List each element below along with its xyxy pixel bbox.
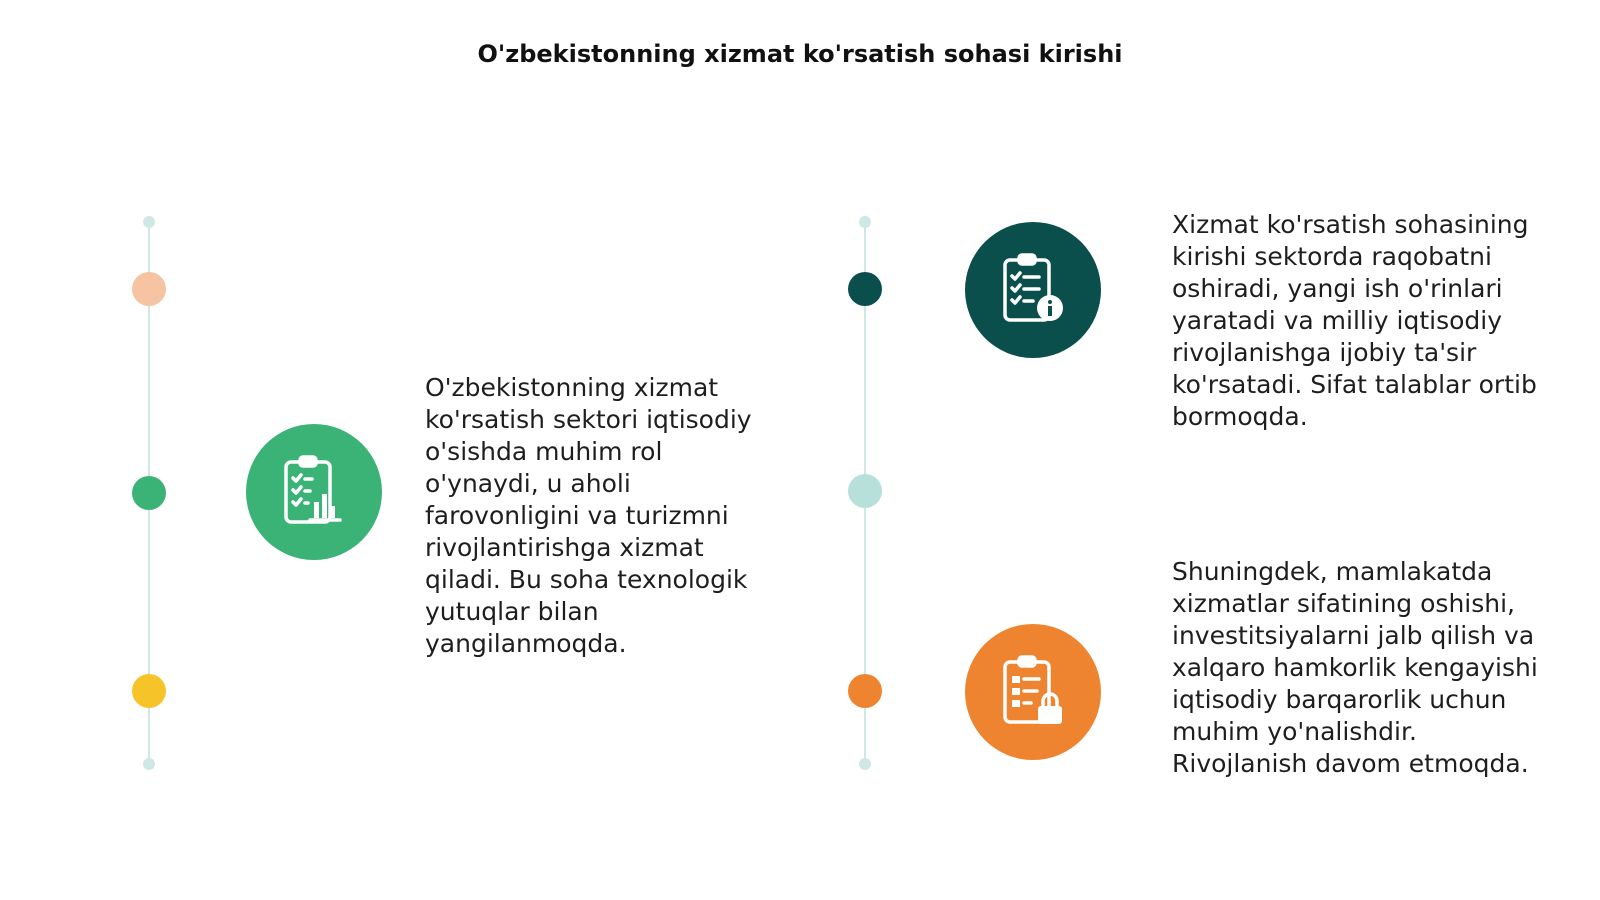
item-1-text: O'zbekistonning xizmat ko'rsatish sektori iqtisodiy o'sishda muhim rol o'ynaydi, u aholi farovonligini va turizmni rivojlantirishga xizmat qiladi. Bu soha texnologik yutuqlar bilan yangilanmoqda.	[425, 373, 752, 658]
left-node-yellow	[132, 674, 166, 708]
right-timeline-top-end	[859, 216, 871, 228]
left-node-green	[132, 476, 166, 510]
clipboard-chart-icon	[246, 424, 382, 560]
clipboard-lock-icon	[965, 624, 1101, 760]
left-node-peach	[132, 272, 166, 306]
item-3-text: Shuningdek, mamlakatda xizmatlar sifatining oshishi, investitsiyalarni jalb qilish va xalqaro hamkorlik kengayishi iqtisodiy barqarorlik uchun muhim yo'nalishdir. Rivojlanish davom etmoqda.	[1172, 557, 1538, 778]
right-node-dark-teal	[848, 272, 882, 306]
left-timeline-bottom-end	[143, 758, 155, 770]
right-timeline-bottom-end	[859, 758, 871, 770]
page-title: O'zbekistonning xizmat ko'rsatish sohasi kirishi	[477, 40, 1123, 68]
item-2-text: Xizmat ko'rsatish sohasining kirishi sektorda raqobatni oshiradi, yangi ish o'rinlari yaratadi va milliy iqtisodiy rivojlanishga ijobiy ta'sir ko'rsatadi. Sifat talablar ortib bormoqda.	[1172, 210, 1537, 431]
right-node-orange	[848, 674, 882, 708]
right-node-light-teal	[848, 474, 882, 508]
clipboard-info-icon	[965, 222, 1101, 358]
left-timeline-top-end	[143, 216, 155, 228]
